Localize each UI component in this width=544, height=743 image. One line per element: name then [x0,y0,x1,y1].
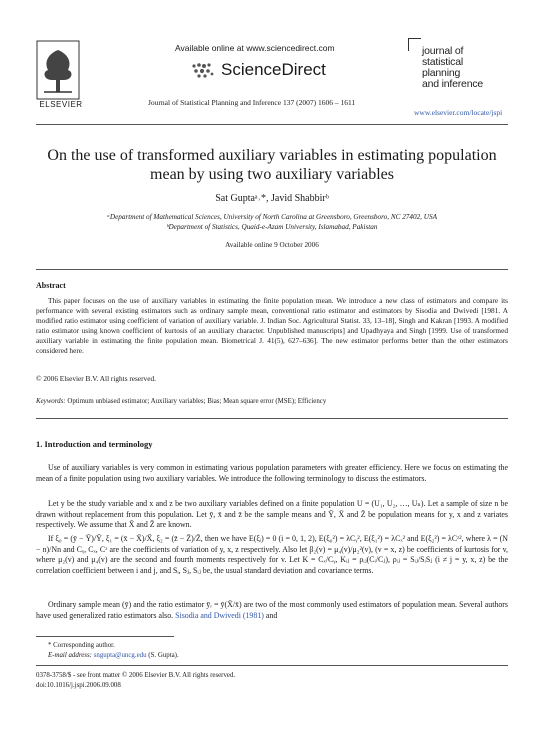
header-divider [36,124,508,125]
keywords-list: Optimum unbiased estimator; Auxiliary variables; Bias; Mean square error (MSE); Efficiency [67,398,327,405]
footer-divider [36,665,508,666]
keywords [36,398,508,405]
email-note [48,652,179,659]
footnote-divider [36,636,174,637]
paragraph-3: If ξ₀ = (ȳ − Ȳ)/Ȳ, ξ₁ = (x̄ − X̄)/X̄, ξ₂ = (z̄ − Z̄)/Z̄, then we have E(ξᵢ) = 0 (i = 0, 1, 2), E(ξ₀²) = λCᵧ², E(ξ₁²) = λCₓ² and E(ξ₂²) = λCᶻ², where λ = (N − n)/Nn and Cᵧ, Cₓ, Cᶻ are the coefficients of variation of y, x, z respectively. Also let β₂(v) = μ₄(v)/μ₂²(v), (v = x, z) be coefficients of kurtosis for v, where μ₂(v) and μ₄(v) are the second and fourth moments respectively for v. Let K = Cₓ/Cᵧ, Kᵢⱼ = ρᵢⱼ(Cᵢ/Cⱼ), ρᵢⱼ = Sᵢⱼ/SᵢSⱼ (i ≠ j = y, x, z) be the correlation coefficient between i and j, and Sᵢ, Sⱼ, Sᵢⱼ be, the usual standard deviation and covariance terms. [36,534,508,575]
sciencedirect-dots-icon [191,62,215,78]
journal-logo-line-2: statistical planning [422,56,463,79]
abstract-top-divider [36,269,508,270]
elsevier-tree-logo-icon [36,40,80,100]
article-authors: Sat Guptaᵃ˒*, Javid Shabbirᵇ [215,193,329,204]
journal-logo [408,38,500,100]
abstract-bottom-divider [36,418,508,419]
corresponding-author-note: * Corresponding author. [48,642,115,649]
journal-logo-corner-mark [408,38,421,51]
available-online-date: Available online 9 October 2006 [225,241,319,249]
paragraph-4 [36,600,508,621]
paragraph-2: Let y be the study variable and x and z be two auxiliary variables defined on a finite population U = (U₁, U₂, …, Uₙ). Let a sample of size n be drawn without replacement from this population. Let ȳ, x̄ and z̄ be the sample means and Ȳ, X̄ and Z̄ be population means for y, x and z variates respectively. We assume that X̄ and Z̄ are known. [36,499,508,530]
abstract-heading: Abstract [36,281,66,290]
section-heading: 1. Introduction and terminology [36,439,153,449]
abstract-copyright: © 2006 Elsevier B.V. All rights reserved. [36,374,156,383]
email-link[interactable]: sngupta@uncg.edu [93,652,147,659]
paragraph-4-text: Ordinary sample mean (ȳ) and the ratio estimator ȳᵣ = ȳ(X̄/x̄) are two of the most commonly used estimators of population mean. Several authors have used generalized ratio estimators also. [36,600,508,620]
journal-citation: Journal of Statistical Planning and Inference 137 (2007) 1606 – 1611 [148,98,356,107]
paragraph-4-tail: and [263,610,278,620]
journal-logo-line-3: and inference [422,78,484,90]
journal-logo-line-1: journal of [422,45,464,57]
abstract-text: This paper focuses on the use of auxiliary variables in estimating the finite population mean. We introduce a new class of estimators and compare its performance with several existing estimators such as ordinary sample mean, conventional ratio estimator and estimators by Sisodia and Dwivedi [1981. A modified ratio estimator using coefficient of variation of auxiliary variable. J. Indian Soc. Agricultural Statist. 33, 13–18], Singh and Kakran [1993. A modified ratio estimator using known coefficient of kurtosis of an auxiliary character. Unpublished manuscripts] and Upadhyaya and Singh [1999. Use of transformed auxiliary variable in estimating the finite population mean. Biometrical J. 41(5), 627–636]. The new estimator performs better than the other estimators considered here. [36,296,508,356]
footer-front-matter: 0378-3758/$ - see front matter © 2006 Elsevier B.V. All rights reserved. [36,672,236,679]
keywords-label: Keywords: [36,398,66,405]
footer-doi: doi:10.1016/j.jspi.2006.09.008 [36,682,121,689]
citation-link[interactable]: Sisodia and Dwivedi (1981) [175,610,264,620]
article-title: On the use of transformed auxiliary variables in estimating population mean by using two auxiliary variables [47,147,497,183]
available-online-text: Available online at www.sciencedirect.com [175,43,335,53]
email-label: E-mail address: [48,652,94,659]
journal-url-link[interactable]: www.elsevier.com/locate/jspi [414,108,503,117]
publisher-logo-text: ELSEVIER [39,100,83,109]
affiliation-a: ᵃDepartment of Mathematical Sciences, University of North Carolina at Greensboro, Greensboro, NC 27402, USA [107,213,437,221]
sciencedirect-wordmark: ScienceDirect [221,60,326,79]
paragraph-1: Use of auxiliary variables is very common in estimating various population parameters with greater efficiency. Here we focus on estimating the mean of a finite population using two auxiliary variables. We introduce the following terminology to discuss the estimators. [36,463,508,483]
email-after: (S. Gupta). [146,652,179,659]
affiliation-b: ᵇDepartment of Statistics, Quaid-e-Azam University, Islamabad, Pakistan [166,223,378,231]
